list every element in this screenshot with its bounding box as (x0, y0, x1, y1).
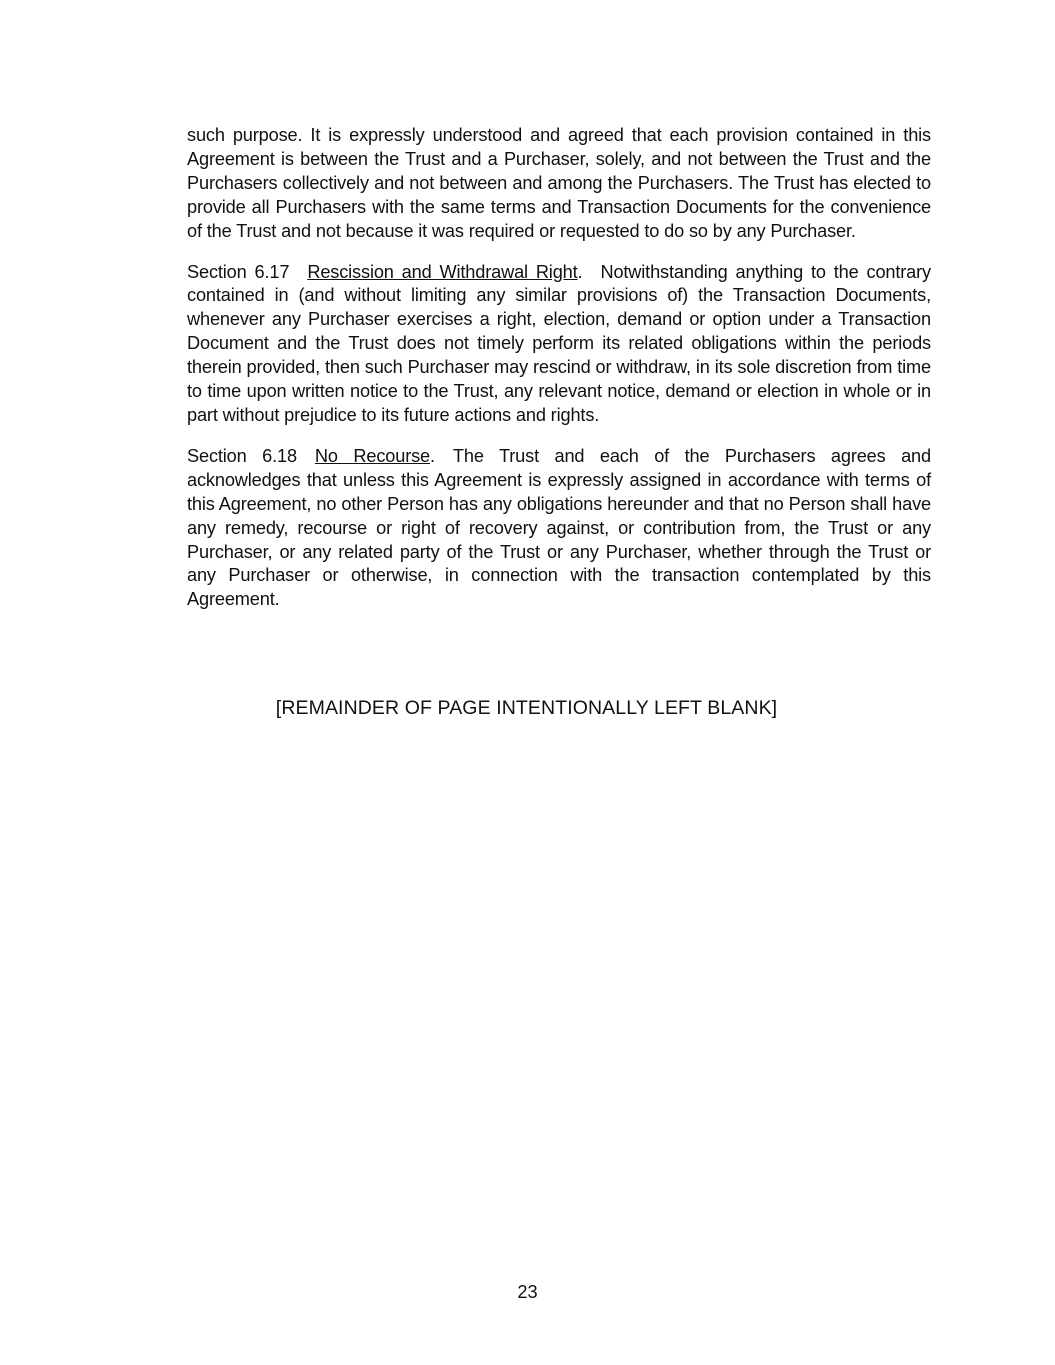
blank-notice-text: [REMAINDER OF PAGE INTENTIONALLY LEFT BLANK] (275, 697, 778, 719)
section-6-17-body: Notwithstanding anything to the contrary contained in (and without limiting any similar provisions of) the Transaction Documents, whenever any Purchaser exercises a right, election, demand or option under a Transaction Document and the Trust does not timely perform its related obligations within the periods therein provided, then such Purchaser may rescind or withdraw, in its sole discretion from time to time upon written notice to the Trust, any relevant notice, demand or election in whole or in part without prejudice to its future actions and rights. (187, 261, 931, 425)
section-6-17-paragraph (187, 261, 931, 428)
continuation-paragraph: such purpose. It is expressly understood and agreed that each provision contained in this Agreement is between the Trust and a Purchaser, solely, and not between the Trust and the Purchasers collectively and not between and among the Purchasers. The Trust has elected to provide all Purchasers with the same terms and Transaction Documents for the convenience of the Trust and not because it was required or requested to do so by any Purchaser. (187, 125, 931, 241)
section-6-17-number: Section 6.17 (187, 261, 290, 282)
section-6-18-body: The Trust and each of the Purchasers agrees and acknowledges that unless this Agreement is expressly assigned in accordance with terms of this Agreement, no other Person has any obligations hereunder and that no Person shall have any remedy, recourse or right of recovery against, or contribution from, the Trust or any Purchaser, or any related party of the Trust or any Purchaser, whether through the Trust or any Purchaser or otherwise, in connection with the transaction contemplated by this Agreement. (187, 445, 931, 610)
section-6-17-title: Rescission and Withdrawal Right (307, 261, 578, 282)
section-6-18-number: Section 6.18 (187, 445, 297, 466)
section-6-18-title-suffix: . (430, 445, 435, 466)
blank-notice (0, 696, 1055, 720)
document-body (187, 124, 931, 629)
section-6-18-title: No Recourse (314, 445, 431, 466)
section-6-18-paragraph (187, 445, 931, 612)
section-6-17-title-suffix: . (577, 261, 583, 282)
page-number: 23 (517, 1282, 538, 1302)
